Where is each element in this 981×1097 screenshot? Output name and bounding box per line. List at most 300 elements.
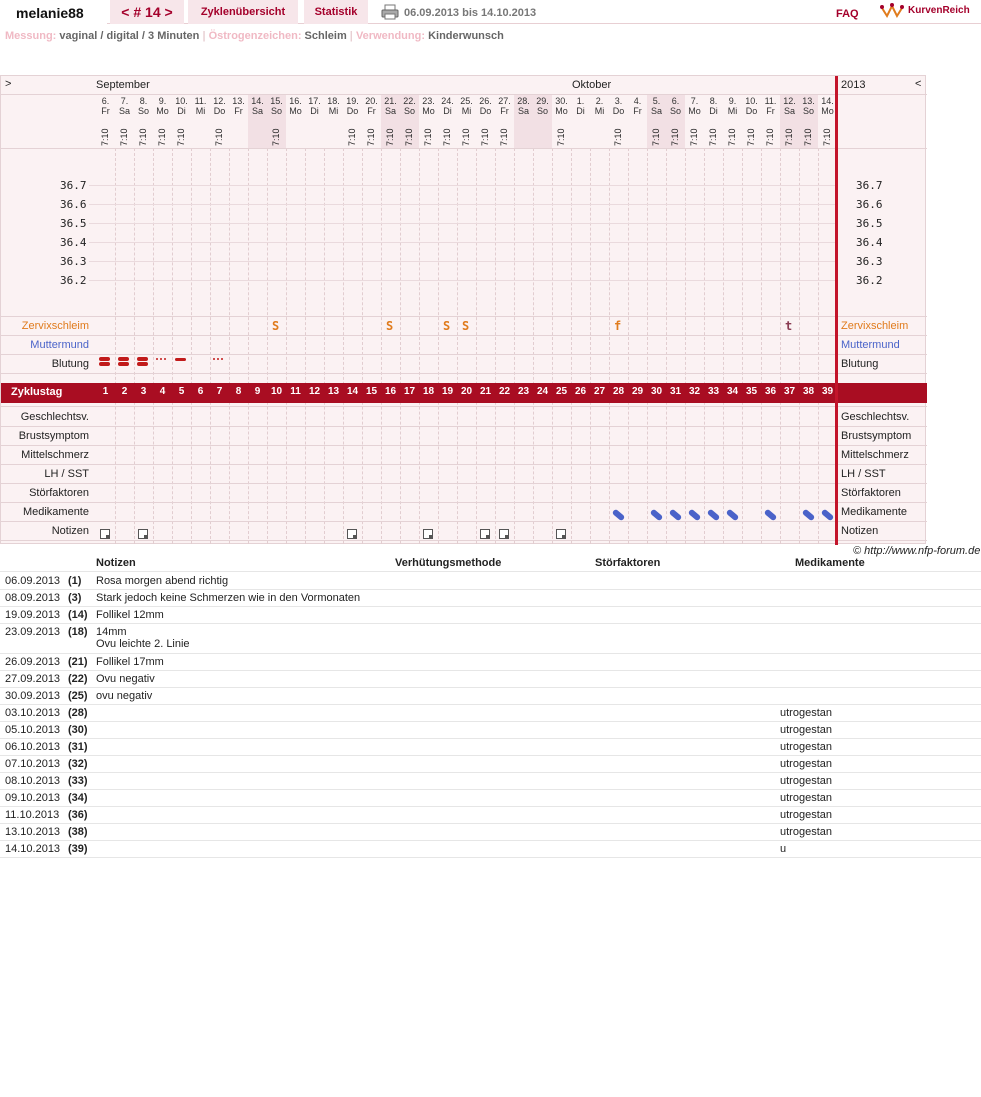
day-header xyxy=(723,96,742,116)
row-medication: utrogestan xyxy=(780,775,832,787)
day-number: 6. xyxy=(671,96,680,106)
nav-prev-button[interactable]: > xyxy=(5,78,12,90)
bleeding-mark-heavy xyxy=(137,362,148,366)
day-header xyxy=(191,96,210,116)
temp-label-right: 36.4 xyxy=(856,236,883,249)
separator: | xyxy=(202,30,206,42)
row-date: 03.10.2013 xyxy=(5,707,61,719)
cycle-day-number: 8 xyxy=(235,386,242,397)
day-header xyxy=(685,96,704,116)
day-header xyxy=(438,96,457,116)
day-number: 16. xyxy=(289,96,302,106)
day-number: 24. xyxy=(441,96,454,106)
bleeding-mark-heavy xyxy=(99,362,110,366)
note-icon[interactable] xyxy=(347,529,357,539)
weekday: Mo xyxy=(156,106,169,116)
weekday: Mi xyxy=(594,106,605,116)
bleeding-mark-heavy xyxy=(99,357,110,361)
medication-pill-icon[interactable] xyxy=(821,509,835,522)
cycle-day-number: 2 xyxy=(121,386,128,397)
row-cycle-day: (38) xyxy=(68,826,88,838)
mucus-mark: S xyxy=(272,319,280,333)
day-number: 18. xyxy=(327,96,340,106)
measure-time: 7:10 xyxy=(461,128,471,146)
day-header xyxy=(153,96,172,116)
row-cycle-day: (31) xyxy=(68,741,88,753)
measure-time: 7:10 xyxy=(613,128,623,146)
row-medication: utrogestan xyxy=(780,707,832,719)
medication-pill-icon[interactable] xyxy=(707,509,721,522)
weekday: Mi xyxy=(727,106,738,116)
measure-time: 7:10 xyxy=(670,128,680,146)
divider xyxy=(1,502,927,503)
bleeding-mark-light xyxy=(175,358,186,361)
note-icon[interactable] xyxy=(100,529,110,539)
day-number: 11. xyxy=(764,96,777,106)
day-header xyxy=(552,96,571,116)
day-header xyxy=(172,96,191,116)
day-header xyxy=(780,96,799,116)
weekday: Sa xyxy=(118,106,130,116)
day-number: 14. xyxy=(251,96,264,106)
temp-gridline xyxy=(89,185,835,186)
cycle-day-number: 1 xyxy=(102,386,109,397)
divider xyxy=(0,571,981,572)
weekday: Sa xyxy=(251,106,263,116)
row-date: 08.10.2013 xyxy=(5,775,61,787)
verwendung-value: Kinderwunsch xyxy=(428,30,504,42)
row-note: Stark jedoch keine Schmerzen wie in den Vormonaten xyxy=(96,592,361,604)
row-date: 06.10.2013 xyxy=(5,741,61,753)
measure-time: 7:10 xyxy=(822,128,832,146)
row-label-zervix-right: Zervixschleim xyxy=(841,320,909,332)
temp-gridline xyxy=(89,261,835,262)
divider xyxy=(1,445,927,446)
bleeding-mark-heavy xyxy=(137,357,148,361)
row-label-geschlechtsv: Geschlechtsv. xyxy=(20,411,89,423)
day-header xyxy=(286,96,305,116)
cycle-day-number: 23 xyxy=(517,386,530,397)
row-date: 13.10.2013 xyxy=(5,826,61,838)
cycle-navigator[interactable]: < # 14 > xyxy=(110,0,184,24)
row-cycle-day: (3) xyxy=(68,592,82,604)
row-cycle-day: (34) xyxy=(68,792,88,804)
column-guide xyxy=(647,148,648,544)
measure-time: 7:10 xyxy=(746,128,756,146)
weekday: Fr xyxy=(367,106,376,116)
row-label-stoer-right: Störfaktoren xyxy=(841,487,901,499)
tab-cycle-overview[interactable]: Zyklenübersicht xyxy=(188,0,298,24)
row-date: 30.09.2013 xyxy=(5,690,61,702)
weekday: Mo xyxy=(289,106,302,116)
bleeding-mark-spotting xyxy=(213,358,215,360)
note-icon[interactable] xyxy=(138,529,148,539)
row-date: 09.10.2013 xyxy=(5,792,61,804)
column-guide xyxy=(438,148,439,544)
cycle-chart xyxy=(0,75,926,544)
row-label-zervix: Zervixschleim xyxy=(21,320,89,332)
measure-time: 7:10 xyxy=(708,128,718,146)
column-guide xyxy=(134,148,135,544)
weekday: Di xyxy=(310,106,319,116)
row-medication: utrogestan xyxy=(780,758,832,770)
day-header xyxy=(248,96,267,116)
row-cycle-day: (33) xyxy=(68,775,88,787)
nav-next-button[interactable]: < xyxy=(915,78,922,90)
cycle-day-number: 11 xyxy=(290,386,301,397)
messung-value: vaginal / digital / 3 Minuten xyxy=(59,30,200,42)
row-label-muttermund: Muttermund xyxy=(30,339,89,351)
row-cycle-day: (21) xyxy=(68,656,88,668)
cycle-day-number: 30 xyxy=(650,386,663,397)
row-date: 05.10.2013 xyxy=(5,724,61,736)
cycle-day-number: 5 xyxy=(178,386,185,397)
username: melanie88 xyxy=(0,0,107,24)
cycle-day-number: 35 xyxy=(745,386,758,397)
temp-label-right: 36.7 xyxy=(856,179,883,192)
cycle-day-number: 6 xyxy=(197,386,204,397)
mucus-mark: f xyxy=(614,319,622,333)
cycle-day-number: 18 xyxy=(422,386,435,397)
column-guide xyxy=(115,148,116,544)
mucus-mark: S xyxy=(462,319,470,333)
row-label-mittel-right: Mittelschmerz xyxy=(841,449,909,461)
divider xyxy=(1,94,927,95)
note-icon[interactable] xyxy=(480,529,490,539)
day-number: 12. xyxy=(213,96,226,106)
cycle-day-number: 22 xyxy=(498,386,511,397)
column-guide xyxy=(362,148,363,544)
column-guide xyxy=(533,148,534,544)
cycle-day-bar xyxy=(1,383,927,403)
cycle-day-number: 20 xyxy=(460,386,473,397)
day-number: 11. xyxy=(194,96,207,106)
day-header xyxy=(96,96,115,116)
medication-pill-icon[interactable] xyxy=(802,509,816,522)
column-guide xyxy=(495,148,496,544)
temp-gridline xyxy=(89,242,835,243)
bleeding-mark-spotting xyxy=(221,358,223,360)
table-row xyxy=(0,590,981,607)
note-icon[interactable] xyxy=(499,529,509,539)
faq-link[interactable]: FAQ xyxy=(836,8,859,20)
table-row xyxy=(0,624,981,654)
measure-time: 7:10 xyxy=(423,128,433,146)
cycle-day-number: 25 xyxy=(555,386,568,397)
weekday: Mo xyxy=(555,106,568,116)
temp-label-right: 36.6 xyxy=(856,198,883,211)
row-date: 14.10.2013 xyxy=(5,843,61,855)
cycle-day-number: 31 xyxy=(669,386,682,397)
weekday: Mo xyxy=(688,106,701,116)
tab-statistics[interactable]: Statistik xyxy=(304,0,368,24)
note-icon[interactable] xyxy=(556,529,566,539)
row-date: 26.09.2013 xyxy=(5,656,61,668)
row-note: Ovu negativ xyxy=(96,673,155,685)
table-row xyxy=(0,654,981,671)
table-row xyxy=(0,671,981,688)
cycle-day-number: 4 xyxy=(159,386,166,397)
day-number: 21. xyxy=(384,96,397,106)
day-number: 7. xyxy=(120,96,129,106)
header-medikamente: Medikamente xyxy=(795,557,865,569)
day-number: 26. xyxy=(479,96,492,106)
header-stoerfaktoren: Störfaktoren xyxy=(595,557,661,569)
row-note: 14mm Ovu leichte 2. Linie xyxy=(96,626,190,650)
row-label-blutung-right: Blutung xyxy=(841,358,879,370)
mucus-mark: t xyxy=(785,319,793,333)
temp-label-right: 36.3 xyxy=(856,255,883,268)
column-guide xyxy=(723,148,724,544)
table-row xyxy=(0,756,981,773)
day-header xyxy=(514,96,533,116)
weekday: Di xyxy=(709,106,718,116)
day-number: 14. xyxy=(821,96,834,106)
divider xyxy=(1,373,927,374)
column-guide xyxy=(400,148,401,544)
note-icon[interactable] xyxy=(423,529,433,539)
cycle-day-number: 21 xyxy=(479,386,492,397)
column-guide xyxy=(628,148,629,544)
day-header xyxy=(419,96,438,116)
bleeding-mark-spotting xyxy=(156,358,158,360)
row-note: Follikel 12mm xyxy=(96,609,164,621)
mucus-mark: S xyxy=(443,319,451,333)
column-guide xyxy=(286,148,287,544)
measure-time: 7:10 xyxy=(784,128,794,146)
column-guide xyxy=(153,148,154,544)
temp-label-left: 36.3 xyxy=(60,255,87,268)
row-label-brust-right: Brustsymptom xyxy=(841,430,912,442)
measure-time: 7:10 xyxy=(100,128,110,146)
weekday: Do xyxy=(745,106,758,116)
weekday: Di xyxy=(443,106,452,116)
year-label: 2013 xyxy=(841,79,866,91)
weekday: Fr xyxy=(766,106,775,116)
day-header xyxy=(381,96,400,116)
medication-pill-icon[interactable] xyxy=(688,509,702,522)
table-row xyxy=(0,722,981,739)
column-guide xyxy=(419,148,420,544)
temp-label-right: 36.5 xyxy=(856,217,883,230)
day-header xyxy=(210,96,229,116)
row-label-muttermund-right: Muttermund xyxy=(841,339,900,351)
weekday: So xyxy=(802,106,814,116)
day-header xyxy=(495,96,514,116)
medication-pill-icon[interactable] xyxy=(669,509,683,522)
day-number: 9. xyxy=(728,96,737,106)
oestrogen-label: Östrogenzeichen: xyxy=(208,30,302,42)
day-number: 23. xyxy=(422,96,435,106)
table-row xyxy=(0,705,981,722)
day-number: 9. xyxy=(158,96,167,106)
column-guide xyxy=(476,148,477,544)
weekday: Mi xyxy=(195,106,206,116)
row-label-mittel: Mittelschmerz xyxy=(21,449,89,461)
day-number: 10. xyxy=(175,96,188,106)
measure-time: 7:10 xyxy=(404,128,414,146)
weekday: Do xyxy=(612,106,625,116)
day-number: 22. xyxy=(403,96,416,106)
row-note: Rosa morgen abend richtig xyxy=(96,575,229,587)
day-number: 28. xyxy=(517,96,530,106)
day-number: 8. xyxy=(139,96,148,106)
day-header xyxy=(305,96,324,116)
divider xyxy=(1,483,927,484)
cycle-day-number: 32 xyxy=(688,386,701,397)
row-label-blutung: Blutung xyxy=(51,358,89,370)
weekday: Do xyxy=(213,106,226,116)
day-header xyxy=(799,96,818,116)
day-header xyxy=(115,96,134,116)
column-guide xyxy=(818,148,819,544)
row-date: 08.09.2013 xyxy=(5,592,61,604)
measure-time: 7:10 xyxy=(727,128,737,146)
weekday: Fr xyxy=(633,106,642,116)
column-guide xyxy=(229,148,230,544)
bleeding-mark-heavy xyxy=(118,357,129,361)
temp-label-left: 36.7 xyxy=(60,179,87,192)
cycle-day-number: 36 xyxy=(764,386,777,397)
cycle-day-number: 34 xyxy=(726,386,739,397)
cycle-day-number: 28 xyxy=(612,386,625,397)
day-header xyxy=(628,96,647,116)
bleeding-mark-spotting xyxy=(217,358,219,360)
column-guide xyxy=(381,148,382,544)
column-guide xyxy=(514,148,515,544)
medication-pill-icon[interactable] xyxy=(650,509,664,522)
row-cycle-day: (32) xyxy=(68,758,88,770)
day-number: 13. xyxy=(802,96,815,106)
day-header xyxy=(457,96,476,116)
cycle-day-number: 33 xyxy=(707,386,720,397)
day-number: 20. xyxy=(365,96,378,106)
logo-text: KurvenReich xyxy=(908,5,970,16)
top-bar xyxy=(0,0,981,24)
mucus-mark: S xyxy=(386,319,394,333)
column-guide xyxy=(210,148,211,544)
verwendung-label: Verwendung: xyxy=(355,30,425,42)
temp-label-left: 36.5 xyxy=(60,217,87,230)
medication-pill-icon[interactable] xyxy=(612,509,626,522)
medication-pill-icon[interactable] xyxy=(726,509,740,522)
medication-pill-icon[interactable] xyxy=(764,509,778,522)
row-label-medikamente-right: Medikamente xyxy=(841,506,908,518)
day-header xyxy=(742,96,761,116)
measure-time: 7:10 xyxy=(385,128,395,146)
weekday: So xyxy=(536,106,548,116)
row-label-brust: Brustsymptom xyxy=(18,430,89,442)
day-number: 5. xyxy=(652,96,661,106)
day-header xyxy=(362,96,381,116)
table-row xyxy=(0,688,981,705)
row-medication: utrogestan xyxy=(780,741,832,753)
day-number: 6. xyxy=(101,96,110,106)
day-number: 25. xyxy=(460,96,473,106)
measurement-info xyxy=(5,30,504,42)
cycle-day-number: 14 xyxy=(346,386,359,397)
measure-time: 7:10 xyxy=(119,128,129,146)
row-label-lh: LH / SST xyxy=(44,468,89,480)
row-date: 27.09.2013 xyxy=(5,673,61,685)
kurvenreich-logo[interactable] xyxy=(880,2,981,22)
day-number: 27. xyxy=(498,96,511,106)
day-number: 19. xyxy=(346,96,359,106)
weekday: Mo xyxy=(422,106,435,116)
day-header xyxy=(761,96,780,116)
row-cycle-day: (18) xyxy=(68,626,88,638)
month-label-oktober: Oktober xyxy=(572,79,612,91)
oestrogen-value: Schleim xyxy=(304,30,347,42)
row-medication: utrogestan xyxy=(780,809,832,821)
weekday: Sa xyxy=(783,106,795,116)
column-guide xyxy=(305,148,306,544)
table-row xyxy=(0,573,981,590)
column-guide xyxy=(590,148,591,544)
crown-icon xyxy=(880,2,904,20)
row-label-notizen-right: Notizen xyxy=(841,525,879,537)
printer-icon[interactable] xyxy=(381,4,399,20)
weekday: Sa xyxy=(650,106,662,116)
cycle-day-number: 10 xyxy=(270,386,283,397)
cycle-day-number: 27 xyxy=(593,386,606,397)
table-row xyxy=(0,841,981,858)
messung-label: Messung: xyxy=(5,30,57,42)
cycle-day-number: 26 xyxy=(574,386,587,397)
day-header xyxy=(590,96,609,116)
measure-time: 7:10 xyxy=(366,128,376,146)
measure-time: 7:10 xyxy=(803,128,813,146)
column-guide xyxy=(172,148,173,544)
measure-time: 7:10 xyxy=(214,128,224,146)
divider xyxy=(1,148,927,149)
row-label-stoer: Störfaktoren xyxy=(29,487,89,499)
day-header xyxy=(267,96,286,116)
column-guide xyxy=(324,148,325,544)
day-header xyxy=(324,96,343,116)
divider xyxy=(1,316,927,317)
separator: | xyxy=(349,30,353,42)
row-cycle-day: (22) xyxy=(68,673,88,685)
row-note: ovu negativ xyxy=(96,690,153,702)
weekday: So xyxy=(270,106,282,116)
temp-gridline xyxy=(89,280,835,281)
today-marker xyxy=(835,76,838,545)
day-header xyxy=(533,96,552,116)
weekday: Di xyxy=(177,106,186,116)
measure-time: 7:10 xyxy=(689,128,699,146)
row-cycle-day: (1) xyxy=(68,575,82,587)
row-cycle-day: (28) xyxy=(68,707,88,719)
row-cycle-day: (30) xyxy=(68,724,88,736)
cycle-day-number: 13 xyxy=(327,386,340,397)
cycle-day-number: 19 xyxy=(441,386,454,397)
measure-time: 7:10 xyxy=(499,128,509,146)
temp-gridline xyxy=(89,204,835,205)
day-header xyxy=(609,96,628,116)
cycle-day-number: 37 xyxy=(783,386,796,397)
measure-time: 7:10 xyxy=(157,128,167,146)
day-number: 12. xyxy=(783,96,796,106)
day-number: 3. xyxy=(614,96,623,106)
row-date: 07.10.2013 xyxy=(5,758,61,770)
day-header xyxy=(647,96,666,116)
weekday: So xyxy=(137,106,149,116)
divider xyxy=(1,464,927,465)
row-date: 23.09.2013 xyxy=(5,626,61,638)
weekday: Di xyxy=(576,106,585,116)
column-guide xyxy=(704,148,705,544)
